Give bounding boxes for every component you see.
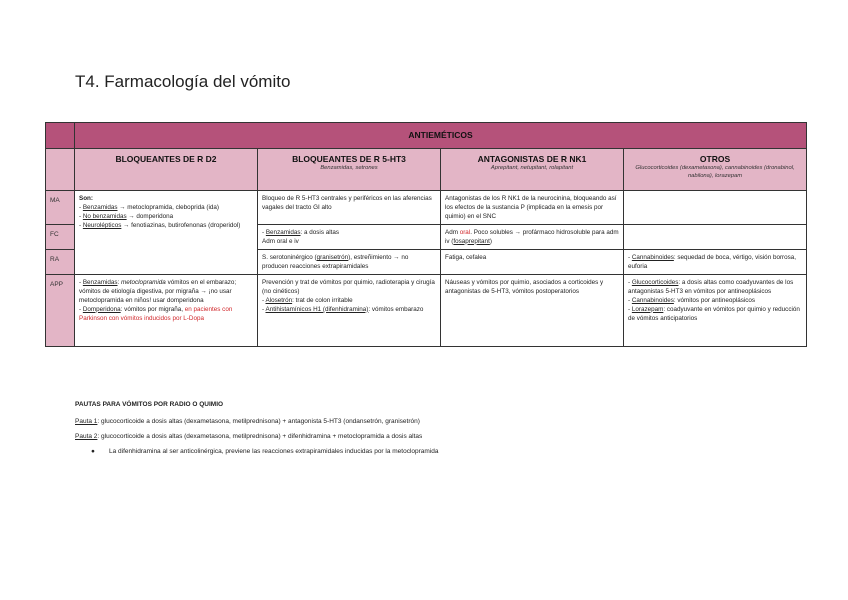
bullet-dot-icon: ● — [91, 448, 95, 455]
text: : a dosis altas como coadyuvantes de los antagonistas 5-HT3 en vómitos por antineoplásicos — [628, 278, 794, 295]
cell-nk1-ma: Antagonistas de los R NK1 de la neurocinina, bloqueando así los efectos de la sustancia P (implicada en la emesis por quimio) en el SNC — [441, 191, 624, 225]
cell-5ht3-ma: Bloqueo de R 5-HT3 centrales y periféricos en las aferencias vagales del tracto GI alto — [258, 191, 441, 225]
pautas-heading: PAUTAS PARA VÓMITOS POR RADIO O QUIMIO — [75, 401, 224, 408]
text: → fenotiazinas, butirofenonas (droperidol) — [121, 221, 241, 229]
term: Glucocorticoides — [631, 278, 679, 286]
pauta-1 — [75, 414, 439, 429]
text: Adm — [445, 228, 460, 236]
col-subtitle: Aprepitant, netupitant, rolapitant — [490, 165, 574, 172]
text: Adm oral e iv — [262, 237, 299, 245]
term: Benzamidas — [82, 203, 118, 211]
row-label-ra: RA — [46, 249, 75, 274]
son-label: Son: — [79, 195, 93, 202]
bullet-item — [75, 444, 439, 459]
term: Benzamidas — [265, 228, 301, 236]
col-title: ANTAGONISTAS DE R NK1 — [477, 154, 587, 164]
cell-5ht3-ra — [258, 249, 441, 274]
italic-term: metoclopramida — [121, 278, 166, 286]
term: Neurolépticos — [82, 221, 122, 229]
col-header-5ht3 — [258, 149, 441, 191]
pauta-text: : glucocorticoide a dosis altas (dexametasona, metilprednisona) + antagonista 5-HT3 (ondansetrón, granisetrón) — [97, 418, 420, 425]
text: : vómitos embarazo — [368, 305, 424, 313]
col-header-nk1 — [441, 149, 624, 191]
text: : a dosis altas — [300, 228, 340, 236]
highlight: oral — [459, 228, 471, 236]
cell-otros-app: - Glucocorticoides: a dosis altas como coadyuvantes de los antagonistas 5-HT3 en vómitos por antineoplásicos - Cannabinoides: vómitos por antineoplásicos - Lorazepam: coadyuvante en vómitos por quimio y reducción de vómitos anticipatorios — [624, 274, 807, 346]
text: S. serotoninérgico ( — [262, 253, 317, 261]
cell-nk1-fc — [441, 224, 624, 249]
text: ), estreñimiento → no producen reacciones extrapiramidales — [262, 253, 409, 270]
term: No benzamidas — [82, 212, 127, 220]
col-subtitle: Benzamidas, setrones — [320, 165, 378, 172]
cell-d2-app: - Benzamidas: metoclopramida vómitos en el embarazo; vómitos de etiología digestiva, por migraña → ¡no usar metoclopramida en niños! usar domperidona - Domperidona: vómitos por migraña, en pacientes con Parkinson con vómitos inducidos por L-Dopa — [75, 274, 258, 346]
row-label-ma: MA — [46, 191, 75, 225]
text: : vómitos por migraña, — [120, 305, 185, 313]
text: . Poco solubles → profármaco hidrosoluble para adm iv ( — [445, 228, 619, 245]
col-title: OTROS — [699, 154, 731, 164]
row-label-fc: FC — [46, 224, 75, 249]
cell-nk1-app: Náuseas y vómitos por quimio, asociados a corticoides y antagonistas de 5-HT3, vómitos postoperatorios — [441, 274, 624, 346]
text: : coadyuvante en vómitos por quimio y reducción de vómitos anticipatorios — [628, 305, 800, 322]
term: Alosetrón — [265, 296, 293, 304]
text: → domperidona — [126, 212, 174, 220]
text: Prevención y trat de vómitos por quimio, radioterapia y cirugía (no cinéticos) — [262, 278, 435, 295]
pauta-text: : glucocorticoide a dosis altas (dexametasona, metilprednisona) + difenhidramina + metoclopramida a dosis altas — [97, 433, 423, 440]
pauta-label: Pauta 2 — [75, 433, 98, 440]
col-header-d2 — [75, 149, 258, 191]
bullet-text: La difenhidramina al ser anticolinérgica, previene las reacciones extrapiramidales inducidas por la metoclopramida — [109, 448, 439, 455]
col-header-otros — [624, 149, 807, 191]
cell-otros-ma — [624, 191, 807, 225]
antiemetics-table — [45, 122, 807, 347]
term: Antihistamínicos H1 (difenhidramina) — [265, 305, 369, 313]
col-subtitle: Glucocorticoides (dexametasona), cannabinoides (dronabinol, nabilona), lorazepam — [635, 165, 795, 179]
term: fosaprepitant — [453, 237, 490, 245]
cell-5ht3-fc: - Benzamidas: a dosis altas Adm oral e iv — [258, 224, 441, 249]
text: : vómitos por antineoplásicos — [673, 296, 756, 304]
text: : trat de colon irritable — [292, 296, 353, 304]
term: Cannabinoides — [631, 296, 674, 304]
text: ) — [489, 237, 492, 245]
corner-cell-2 — [46, 149, 75, 191]
term: Benzamidas — [82, 278, 118, 286]
page-title: T4. Farmacología del vómito — [75, 72, 291, 91]
corner-cell — [46, 123, 75, 149]
pauta-2 — [75, 429, 439, 444]
term: Lorazepam — [631, 305, 664, 313]
term: Domperidona — [82, 305, 121, 313]
cell-d2-ma: Son: - Benzamidas → metoclopramida, cleboprida (ida) - No benzamidas → domperidona - Neurolépticos → fenotiazinas, butirofenonas (droperidol) — [75, 191, 258, 275]
col-title: BLOQUEANTES DE R D2 — [115, 154, 217, 164]
col-title: BLOQUEANTES DE R 5-HT3 — [292, 154, 406, 164]
text: vómitos en el embarazo; vómitos de etiología digestiva, por migraña → ¡no usar metoclopramida en niños! usar domperidona — [79, 278, 237, 304]
pautas-section — [75, 397, 439, 459]
cell-nk1-ra: Fatiga, cefalea — [441, 249, 624, 274]
row-label-app: APP — [46, 274, 75, 346]
table-header: ANTIEMÉTICOS — [75, 123, 807, 149]
cell-otros-fc — [624, 224, 807, 249]
term: Cannabinoides — [631, 253, 674, 261]
term: granisetrón — [316, 253, 349, 261]
pauta-label: Pauta 1 — [75, 418, 98, 425]
cell-5ht3-app: Prevención y trat de vómitos por quimio, radioterapia y cirugía (no cinéticos) - Alosetrón: trat de colon irritable - Antihistamínicos H1 (difenhidramina): vómitos embarazo — [258, 274, 441, 346]
text: : sequedad de boca, vértigo, visión borrosa, euforia — [628, 253, 797, 270]
text: → metoclopramida, cleboprida (ida) — [117, 203, 220, 211]
highlight: en pacientes con Parkinson con vómitos inducidos por L-Dopa — [79, 305, 233, 322]
cell-otros-ra: - Cannabinoides: sequedad de boca, vértigo, visión borrosa, euforia — [624, 249, 807, 274]
